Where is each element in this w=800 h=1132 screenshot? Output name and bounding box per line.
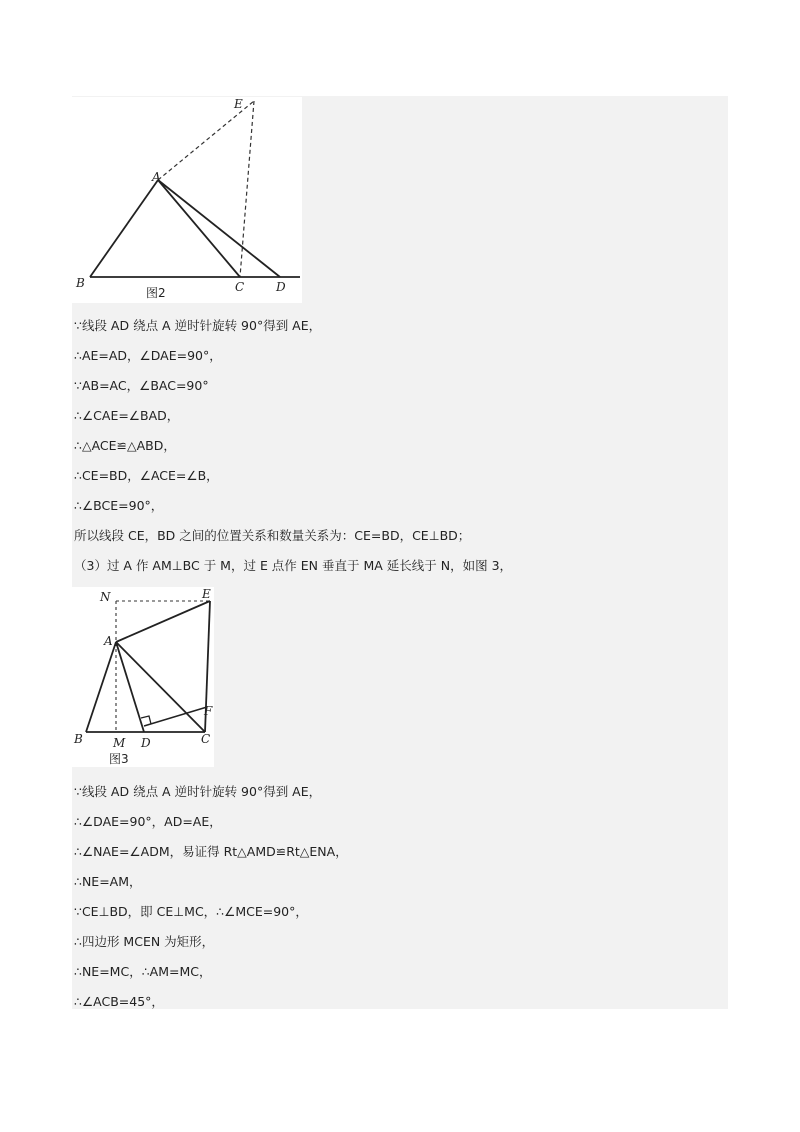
text-line: 所以线段 CE，BD 之间的位置关系和数量关系为：CE=BD，CE⊥BD； — [74, 528, 471, 543]
label-e: E — [202, 587, 211, 601]
label-m: M — [113, 736, 126, 750]
label-b: B — [74, 732, 83, 746]
label-c: C — [235, 280, 245, 294]
segment-ab — [90, 180, 158, 277]
figure-3 — [72, 587, 214, 767]
text-line: ∴NE=MC，∴AM=MC， — [74, 964, 212, 979]
text-line: ∴NE=AM， — [74, 874, 142, 889]
text-line: ∴CE=BD，∠ACE=∠B， — [74, 468, 219, 483]
segment-ab — [86, 642, 116, 732]
text-line: ∴∠CAE=∠BAD， — [74, 408, 180, 423]
segment-ac — [158, 180, 240, 277]
text-line: ∴∠BCE=90°， — [74, 498, 164, 513]
label-d: D — [276, 280, 286, 294]
text-line: ∴∠DAE=90°，AD=AE， — [74, 814, 222, 829]
text-line: ∴AE=AD，∠DAE=90°， — [74, 348, 222, 363]
text-line: ∵AB=AC，∠BAC=90° — [74, 378, 209, 393]
figure-2 — [72, 97, 302, 303]
label-d: D — [141, 736, 151, 750]
figure-3-caption: 图3 — [109, 752, 129, 766]
label-f: F — [204, 704, 213, 718]
segment-ad — [158, 180, 280, 277]
text-line: ∵CE⊥BD，即 CE⊥MC，∴∠MCE=90°， — [74, 904, 308, 919]
label-c: C — [201, 732, 211, 746]
right-angle-marker — [141, 716, 151, 724]
segment-ae — [158, 101, 254, 180]
label-a: A — [104, 634, 113, 648]
text-line: ∴∠NAE=∠ADM，易证得 Rt△AMD≌Rt△ENA， — [74, 844, 348, 859]
text-line: ∴△ACE≌△ABD， — [74, 438, 176, 453]
segment-df — [144, 707, 207, 726]
text-line: ∵线段 AD 绕点 A 逆时针旋转 90°得到 AE， — [74, 784, 322, 799]
label-a: A — [152, 170, 161, 184]
text-line: ∵线段 AD 绕点 A 逆时针旋转 90°得到 AE， — [74, 318, 322, 333]
text-line: （3）过 A 作 AM⊥BC 于 M，过 E 点作 EN 垂直于 MA 延长线于 N，如图 3， — [74, 558, 513, 573]
text-line: ∴四边形 MCEN 为矩形， — [74, 934, 215, 949]
figure-3-diagram — [72, 587, 214, 767]
figure-2-caption: 图2 — [146, 286, 166, 300]
label-b: B — [76, 276, 85, 290]
label-n: N — [100, 590, 111, 604]
figure-2-diagram — [72, 97, 302, 303]
segment-ae — [116, 601, 210, 642]
text-line: ∴∠ACB=45°， — [74, 994, 164, 1009]
label-e: E — [234, 97, 243, 111]
